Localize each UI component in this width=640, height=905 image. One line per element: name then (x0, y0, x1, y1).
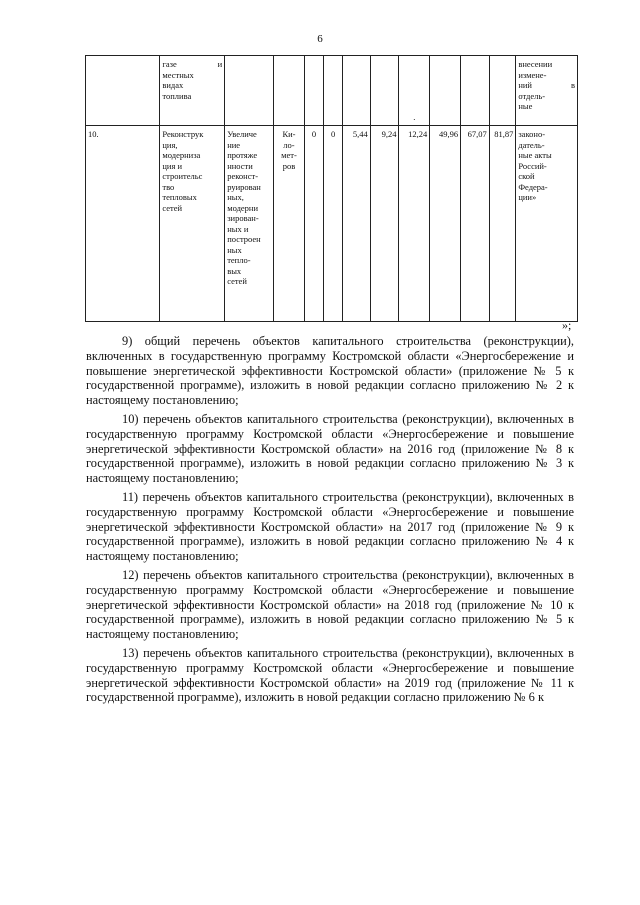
paragraph-item-11: 11) перечень объектов капитального строительства (реконструкции), включенных в государственную программу Костромской области «Энергосбережение и повышение энергетической эффективности Костромской области» на 2017 год (приложение № 9 к государственной программе), изложить в новой редакции согласно приложению № 4 к настоящему постановлению; (86, 489, 574, 564)
table-row (86, 56, 578, 126)
paragraph-item-12: 12) перечень объектов капитального строительства (реконструкции), включенных в государственную программу Костромской области «Энергосбережение и повышение энергетической эффективности Костромской области» на 2018 год (приложение № 10 к государственной программе), изложить в новой редакции согласно приложению № 5 к настоящему постановлению; (86, 567, 574, 642)
paragraph-item-9: 9) общий перечень объектов капитального строительства (реконструкции), включенных в государственную программу Костромской области «Энергосбережение и повышение энергетической эффективности Костромской области» (приложение № 5 к государственной программе), изложить в новой редакции согласно приложению № 2 к настоящему постановлению; (86, 334, 574, 408)
body-text (86, 334, 574, 709)
cell-value: 67,07 (461, 126, 490, 322)
cell-value: 0 (304, 126, 323, 322)
cell-value: 0 (324, 126, 343, 322)
cell-value: 9,24 (370, 126, 399, 322)
cell-indicator: Увеличе ние протяже нности реконст- руирован ных, модерни зирован- ных и построен ных тепло- вых сетей (225, 126, 274, 322)
stray-dot: . (413, 111, 416, 122)
cell-name: Реконструк ция, модерниза ция и строительс тво тепловых сетей (160, 126, 225, 322)
cell-value: 81,87 (489, 126, 516, 322)
indicators-table (85, 55, 578, 322)
paragraph-item-10: 10) перечень объектов капитального строительства (реконструкции), включенных в государственную программу Костромской области «Энергосбережение и повышение энергетической эффективности Костромской области» на 2016 год (приложение № 8 к государственной программе), изложить в новой редакции согласно приложению № 3 к настоящему постановлению; (86, 411, 574, 486)
cell-row-number: 10. (86, 126, 160, 322)
cell-name-prev: газе и местных видах топлива (160, 56, 225, 126)
page-number: 6 (317, 33, 323, 45)
table-row (86, 126, 578, 322)
cell-note-prev: внесении измене- ний в отдель- ные (516, 56, 578, 126)
cell-unit: Ки- ло- мет- ров (274, 126, 305, 322)
cell-value: 12,24 (399, 126, 430, 322)
cell-value: 5,44 (343, 126, 371, 322)
cell-value: 49,96 (430, 126, 461, 322)
paragraph-item-13: 13) перечень объектов капитального строительства (реконструкции), включенных в государственную программу Костромской области «Энергосбережение и повышение энергетической эффективности Костромской области» на 2019 год (приложение № 11 к государственной программе), изложить в новой редакции согласно приложению № 6 к (86, 645, 574, 705)
cell-note: законо- датель- ные акты Россий- ской Федера- ции» (516, 126, 578, 322)
closing-quote: »; (562, 318, 572, 332)
